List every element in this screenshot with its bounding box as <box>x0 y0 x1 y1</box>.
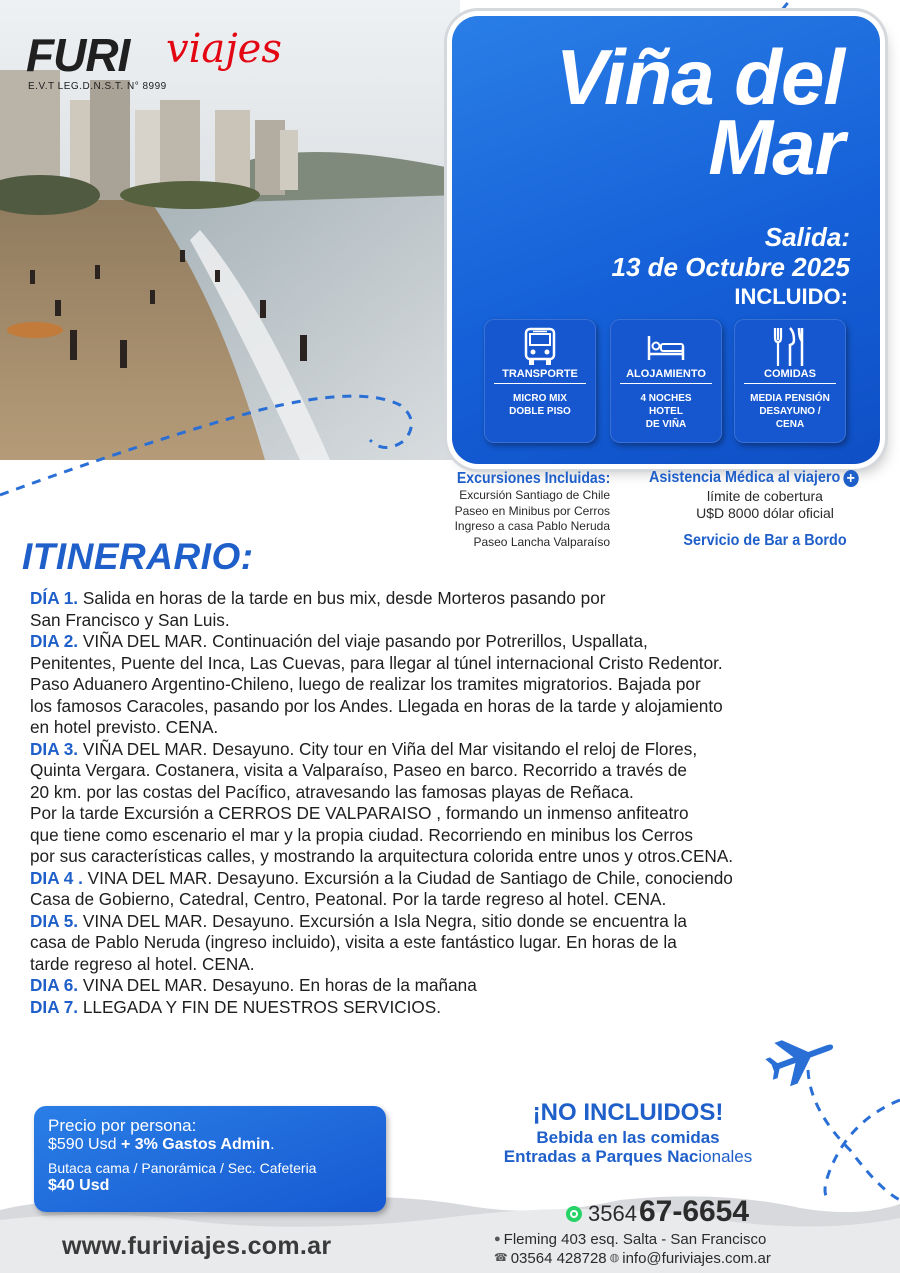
itinerary-list <box>30 588 890 1018</box>
website-link[interactable]: www.furiviajes.com.ar <box>62 1232 332 1260</box>
divider <box>620 383 712 384</box>
not-included-item: Bebida en las comidas <box>536 1128 720 1147</box>
medical-heading: Asistencia Médica al viajero + <box>649 468 858 488</box>
logo-brand-script: viajes <box>166 26 282 72</box>
excursion-item: Paseo Lancha Valparaíso <box>473 534 610 549</box>
excursions-block <box>436 470 610 550</box>
medical-assistance-block <box>640 468 890 550</box>
phone-icon: ☎ <box>494 1252 508 1264</box>
itinerary-day: DIA 6. VINA DEL MAR. Desayuno. En horas de la mañana <box>30 975 477 995</box>
included-label: INCLUIDO: <box>734 284 848 309</box>
destination-title <box>555 33 844 191</box>
seat-options: Butaca cama / Panorámica / Sec. Cafeteria <box>48 1160 317 1176</box>
bus-icon <box>484 325 596 369</box>
bar-service-label: Servicio de Bar a Bordo <box>683 532 847 549</box>
not-included-block <box>458 1098 798 1166</box>
itinerary-day: DIA 7. LLEGADA Y FIN DE NUESTROS SERVICIOS. <box>30 996 442 1017</box>
feature-transport-desc: MICRO MIX DOBLE PISO <box>509 393 571 417</box>
itinerary-day: DIA 2. VIÑA DEL MAR. Continuación del viaje pasando por Potrerillos, Uspallata, Penitentes, Puente del Inca, Las Cuevas, para llegar al túnel internacional Cristo Redentor. Paso Aduanero Argentino-Chileno, luego de realizar los tramites migratorios. Bajada por los famosos Caracoles, pasando por los Andes. Llegada en horas de la tarde y alojamiento en hotel previsto. CENA. <box>30 631 723 737</box>
phone-prefix: 3564 <box>588 1201 637 1226</box>
not-included-heading: ¡NO INCLUIDOS! <box>532 1099 724 1126</box>
itinerary-day: DIA 4 . VINA DEL MAR. Desayuno. Excursión a la Ciudad de Santiago de Chile, conociendo Casa de Gobierno, Catedral, Centro, Peatonal. Por la tarde regreso al hotel. CENA. <box>30 867 733 909</box>
logo-brand: FURI <box>26 29 130 81</box>
feature-transport <box>484 319 596 443</box>
departure-info <box>612 222 850 282</box>
feature-meals-desc: MEDIA PENSIÓN DESAYUNO / CENA <box>750 393 830 430</box>
itinerary-day: DIA 5. VINA DEL MAR. Desayuno. Excursión a Isla Negra, sitio donde se encuentra la casa de Pablo Neruda (ingreso incluido), visita a este fantástico lugar. En horas de la tarde regreso al hotel. CENA. <box>30 910 687 974</box>
email-link[interactable]: info@furiviajes.com.ar <box>622 1250 771 1267</box>
excursion-item: Excursión Santiago de Chile <box>459 488 610 502</box>
phone-number: 67-6654 <box>638 1195 750 1228</box>
medical-coverage-label: límite de cobertura <box>707 488 823 504</box>
whatsapp-phone[interactable] <box>566 1195 749 1229</box>
itinerary-day: DÍA 1. Salida en horas de la tarde en bus mix, desde Morteros pasando por San Francisco y San Luis. <box>30 588 606 630</box>
excursions-heading: Excursiones Incluidas: <box>456 470 610 487</box>
feature-meals-label: COMIDAS <box>764 368 816 380</box>
globe-icon: ◍ <box>609 1252 620 1264</box>
location-pin-icon: ● <box>494 1233 501 1245</box>
divider <box>744 383 836 384</box>
price-label: Precio por persona: <box>48 1116 197 1135</box>
feature-lodging-label: ALOJAMIENTO <box>626 368 706 380</box>
medical-coverage-amount: U$D 8000 dólar oficial <box>696 505 834 521</box>
itinerary-title: ITINERARIO: <box>22 536 254 577</box>
whatsapp-icon <box>566 1206 582 1222</box>
itinerary-day: DIA 3. VIÑA DEL MAR. Desayuno. City tour en Viña del Mar visitando el reloj de Flores, Quinta Vergara. Costanera, visita a Valparaíso, Paseo en barco. Recorrido a través de 20 km. por las costas del Pacífico, atravesando las famosas playas de Reñaca. Por la tarde Excursión a CERROS DE VALPARAISO , formando un inmenso anfiteatro que tiene como escenario el mar y la propia ciudad. Recorriendo en minibus los Cerros por sus características calles, y mostrando la arquitectura colorida entre unos y otros.CENA. <box>30 738 734 866</box>
destination-title-line2: Mar <box>708 103 844 191</box>
seat-price: $40 Usd <box>48 1177 110 1194</box>
airplane-icon <box>761 1025 841 1091</box>
feature-lodging <box>610 319 722 443</box>
destination-card <box>452 16 880 464</box>
price-value: $590 Usd + 3% Gastos Admin. <box>48 1136 275 1153</box>
medical-cross-icon: + <box>843 470 858 487</box>
address-block <box>494 1230 771 1268</box>
landline: 03564 428728 <box>510 1250 607 1267</box>
bed-icon <box>610 325 722 369</box>
feature-lodging-desc: 4 NOCHES HOTEL DE VIÑA <box>640 393 692 430</box>
departure-label: Salida: <box>764 222 850 252</box>
price-box <box>34 1106 386 1212</box>
excursion-item: Ingreso a casa Pablo Neruda <box>454 519 610 533</box>
departure-date: 13 de Octubre 2025 <box>611 252 850 282</box>
not-included-item: Entradas a Parques Nacionales <box>503 1147 753 1166</box>
destination-title-line1: Viña del <box>555 33 844 121</box>
divider <box>494 383 586 384</box>
address-line: ● Fleming 403 esq. Salta - San Francisco <box>494 1231 767 1248</box>
furi-viajes-logo <box>26 20 326 100</box>
contact-line <box>494 1249 771 1268</box>
cutlery-icon <box>734 325 846 369</box>
logo-registration: E.V.T LEG.D.N.S.T. N° 8999 <box>28 81 167 92</box>
excursion-item: Paseo en Minibus por Cerros <box>454 503 610 518</box>
feature-meals <box>734 319 846 443</box>
feature-transport-label: TRANSPORTE <box>502 368 578 380</box>
